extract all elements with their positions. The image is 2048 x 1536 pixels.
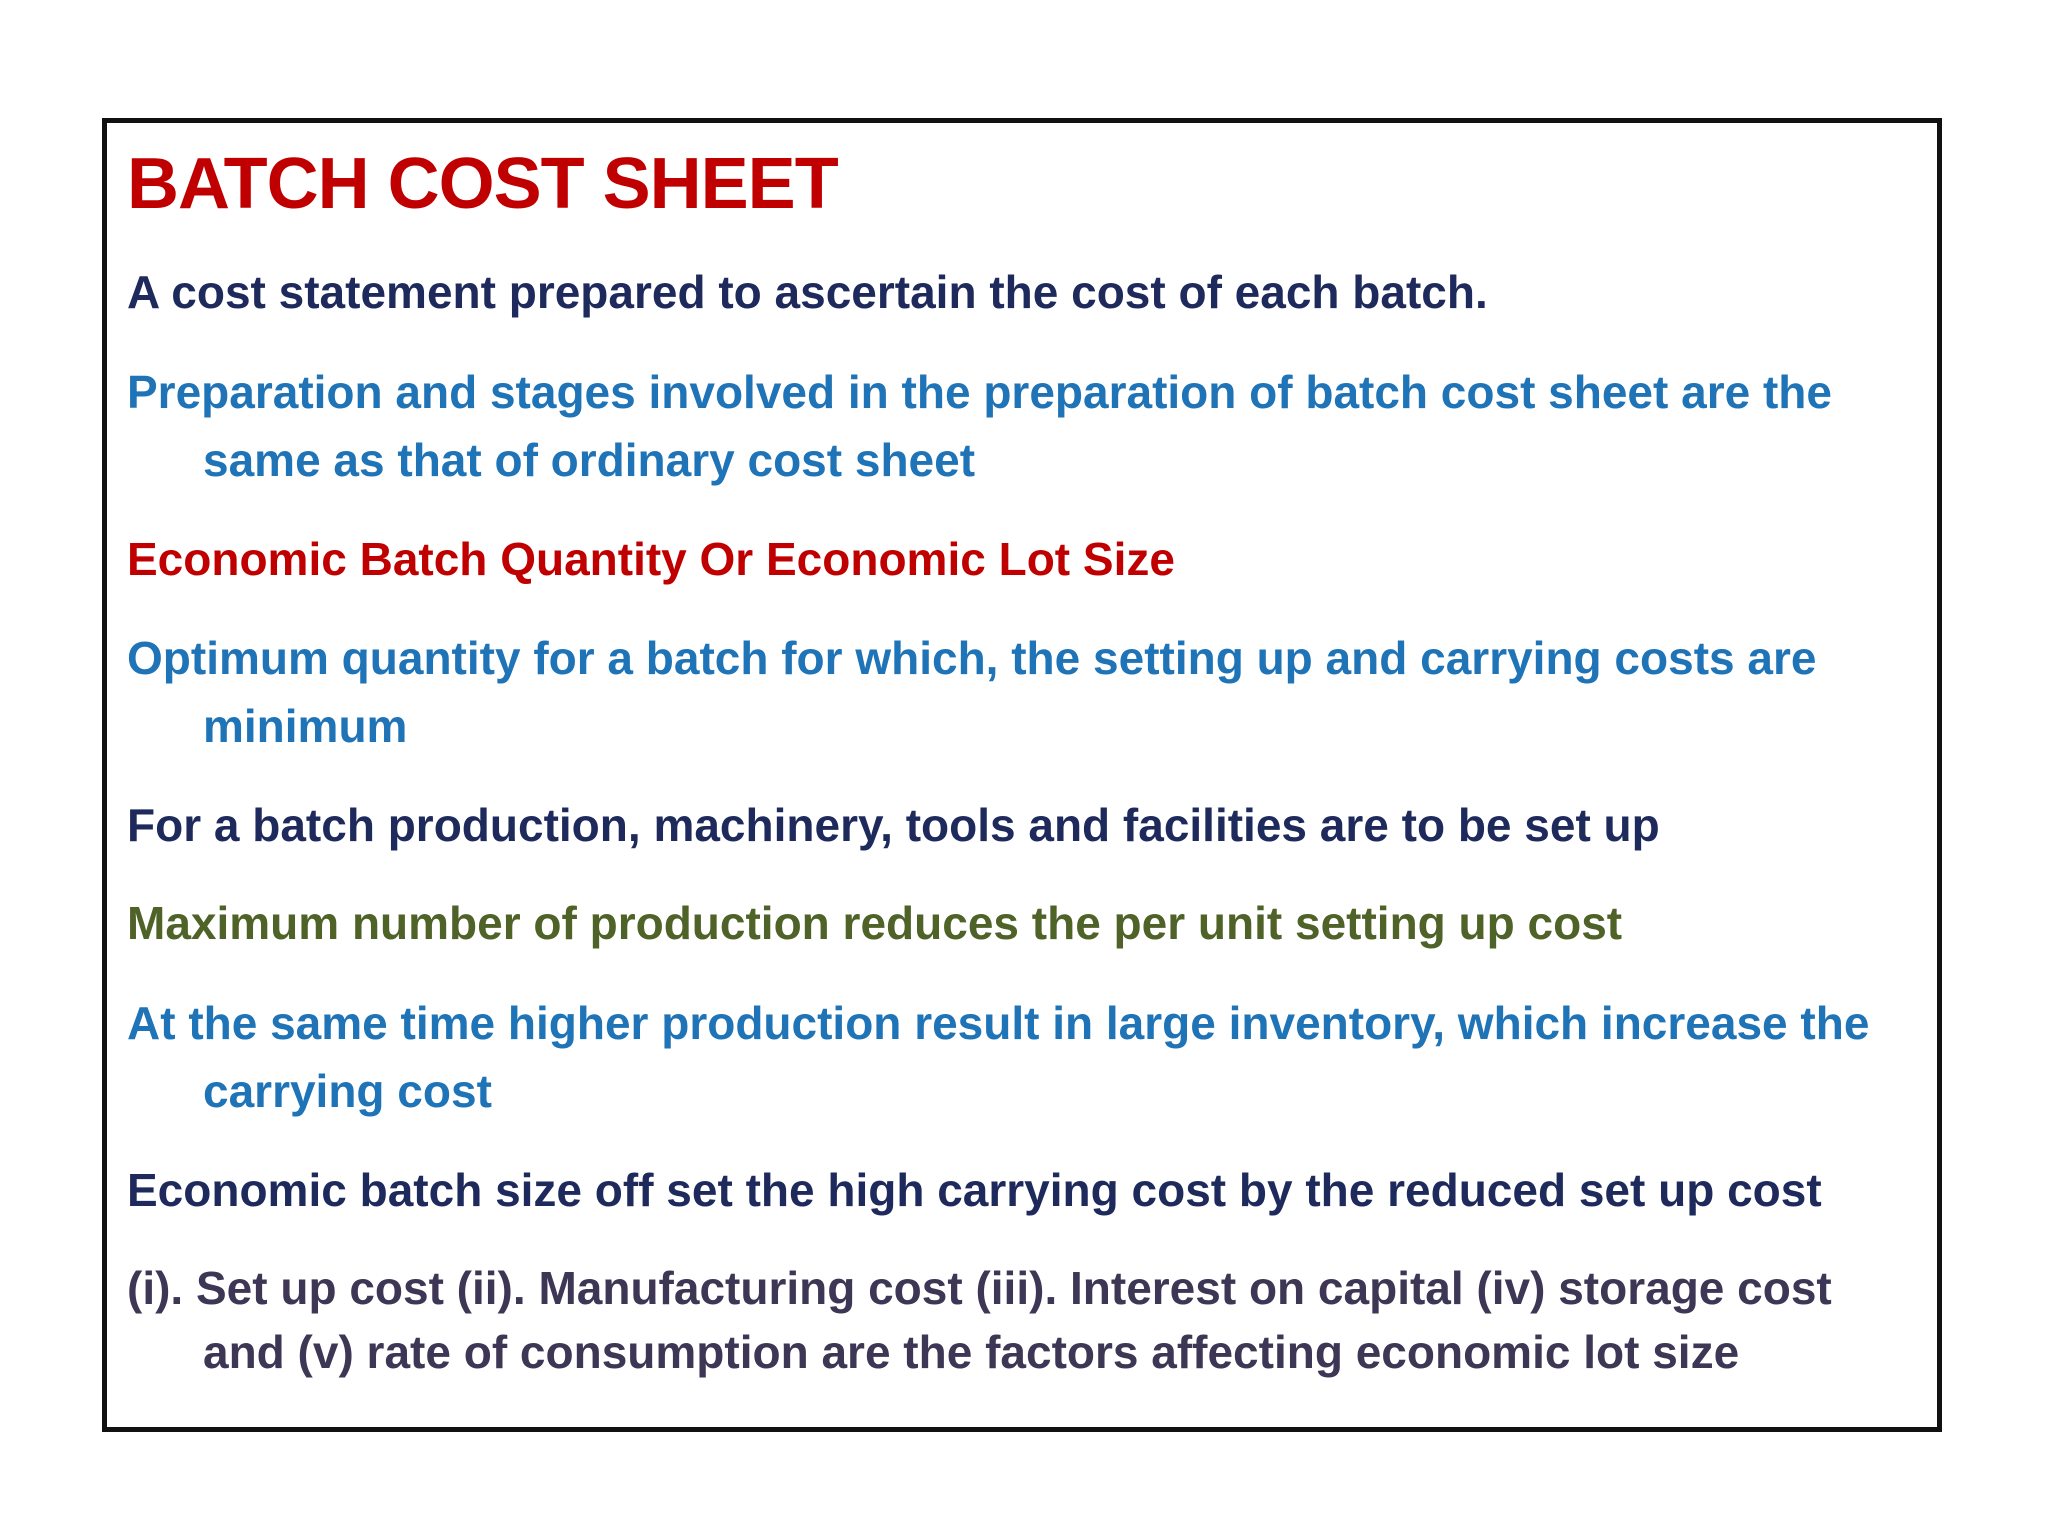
ebq-heading: Economic Batch Quantity Or Economic Lot Size: [127, 533, 1175, 585]
slide-frame: [102, 118, 1942, 1432]
preparation-line: Preparation and stages involved in the preparation of batch cost sheet are the same as that of ordinary cost sheet: [127, 366, 1832, 486]
inventory-line: At the same time higher production result in large inventory, which increase the carrying cost: [127, 997, 1870, 1117]
definition-line: A cost statement prepared to ascertain the cost of each batch.: [127, 266, 1488, 318]
batch-production-line: For a batch production, machinery, tools and facilities are to be set up: [127, 799, 1660, 851]
maximum-production-line: Maximum number of production reduces the per unit setting up cost: [127, 897, 1623, 949]
factors-line: (i). Set up cost (ii). Manufacturing cost (iii). Interest on capital (iv) storage cost and (v) rate of consumption are the factors affecting economic lot size: [127, 1262, 1832, 1378]
optimum-quantity-line: Optimum quantity for a batch for which, the setting up and carrying costs are minimum: [127, 632, 1817, 752]
offset-line: Economic batch size off set the high carrying cost by the reduced set up cost: [127, 1164, 1822, 1216]
slide-title: BATCH COST SHEET: [127, 144, 838, 224]
